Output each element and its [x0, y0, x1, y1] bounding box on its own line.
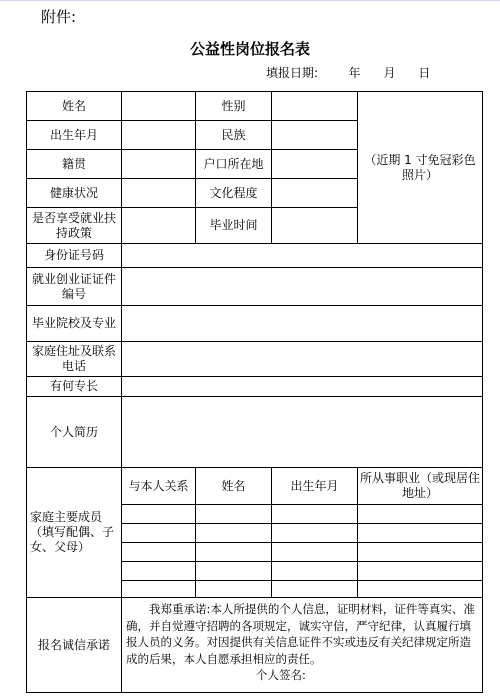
- field-employment-cert[interactable]: [122, 268, 483, 306]
- label-health: 健康状况: [27, 179, 122, 208]
- label-gender: 性别: [196, 92, 272, 121]
- family-cell[interactable]: [196, 524, 272, 543]
- label-ethnicity: 民族: [196, 121, 272, 150]
- label-grad-time: 毕业时间: [196, 208, 272, 244]
- label-native-place: 籍贯: [27, 150, 122, 179]
- family-cell[interactable]: [272, 581, 358, 598]
- field-policy[interactable]: [122, 208, 196, 244]
- label-address-phone: 家庭住址及联系电话: [27, 342, 122, 377]
- field-birth[interactable]: [122, 121, 196, 150]
- family-cell[interactable]: [272, 505, 358, 524]
- label-id-number: 身份证号码: [27, 244, 122, 268]
- registration-form-table: [26, 91, 483, 693]
- label-employment-cert: 就业创业证证件编号: [27, 268, 122, 306]
- family-header-job: 所从事职业（或现居住地址）: [358, 468, 483, 505]
- label-specialty: 有何专长: [27, 377, 122, 397]
- field-resume[interactable]: [122, 397, 483, 468]
- label-education: 文化程度: [196, 179, 272, 208]
- label-resume: 个人简历: [27, 397, 122, 468]
- family-cell[interactable]: [196, 543, 272, 562]
- field-specialty[interactable]: [122, 377, 483, 397]
- field-address-phone[interactable]: [122, 342, 483, 377]
- label-policy: 是否享受就业扶持政策: [27, 208, 122, 244]
- label-birth: 出生年月: [27, 121, 122, 150]
- form-title: 公益性岗位报名表: [189, 40, 310, 58]
- family-cell[interactable]: [122, 505, 196, 524]
- field-education[interactable]: [272, 179, 358, 208]
- family-cell[interactable]: [358, 524, 483, 543]
- field-ethnicity[interactable]: [272, 121, 358, 150]
- label-school-major: 毕业院校及专业: [27, 306, 122, 342]
- family-cell[interactable]: [196, 562, 272, 581]
- field-id-number[interactable]: [122, 244, 483, 268]
- family-cell[interactable]: [122, 562, 196, 581]
- family-cell[interactable]: [196, 581, 272, 598]
- family-cell[interactable]: [122, 581, 196, 598]
- family-cell[interactable]: [122, 524, 196, 543]
- field-health[interactable]: [122, 179, 196, 208]
- field-school-major[interactable]: [122, 306, 483, 342]
- signature-label: 个人签名:: [256, 668, 306, 682]
- family-header-birth: 出生年月: [272, 468, 358, 505]
- family-header-relation: 与本人关系: [122, 468, 196, 505]
- family-cell[interactable]: [122, 543, 196, 562]
- label-name: 姓名: [27, 92, 122, 121]
- attachment-label: 附件:: [41, 8, 77, 26]
- field-grad-time[interactable]: [272, 208, 358, 244]
- label-family: 家庭主要成员（填写配偶、子女、父母）: [27, 468, 122, 598]
- field-name[interactable]: [122, 92, 196, 121]
- pledge-text: 我郑重承诺:本人所提供的个人信息，证明材料，证件等真实、准确，并自觉遵守招聘的各项规定，诚实守信，严守纪律，认真履行填报人员的义务。对因提供有关信息证件不实或违反有关纪律规定所造成的后果，本人自愿承担相应的责任。: [126, 602, 475, 666]
- label-hukou: 户口所在地: [196, 150, 272, 179]
- pledge-box[interactable]: [122, 598, 483, 693]
- photo-box[interactable]: （近期 1 寸免冠彩色照片）: [358, 92, 483, 244]
- fill-date-line: 填报日期: 年 月 日: [266, 66, 431, 80]
- family-cell[interactable]: [272, 562, 358, 581]
- family-cell[interactable]: [358, 505, 483, 524]
- field-gender[interactable]: [272, 92, 358, 121]
- family-cell[interactable]: [358, 543, 483, 562]
- family-cell[interactable]: [272, 543, 358, 562]
- family-cell[interactable]: [358, 562, 483, 581]
- family-cell[interactable]: [358, 581, 483, 598]
- field-hukou[interactable]: [272, 150, 358, 179]
- family-header-name: 姓名: [196, 468, 272, 505]
- top-border-line: [0, 0, 500, 1]
- family-cell[interactable]: [196, 505, 272, 524]
- label-pledge: 报名诚信承诺: [27, 598, 122, 693]
- family-cell[interactable]: [272, 524, 358, 543]
- field-native-place[interactable]: [122, 150, 196, 179]
